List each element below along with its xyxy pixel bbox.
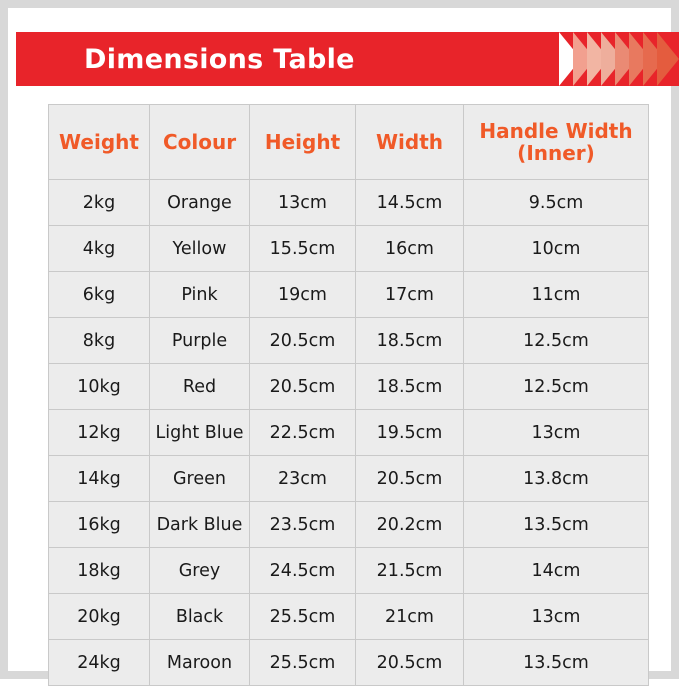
column-header-height: Height: [250, 105, 356, 180]
cell-weight: 16kg: [49, 502, 150, 548]
cell-height: 24.5cm: [250, 548, 356, 594]
cell-height: 13cm: [250, 180, 356, 226]
cell-width: 18.5cm: [356, 318, 464, 364]
cell-handle-width: 13.5cm: [464, 640, 649, 686]
cell-colour: Yellow: [150, 226, 250, 272]
cell-weight: 10kg: [49, 364, 150, 410]
cell-weight: 4kg: [49, 226, 150, 272]
cell-weight: 24kg: [49, 640, 150, 686]
table-row: [49, 364, 649, 410]
cell-height: 20.5cm: [250, 318, 356, 364]
cell-colour: Green: [150, 456, 250, 502]
cell-weight: 20kg: [49, 594, 150, 640]
table-row: [49, 180, 649, 226]
cell-width: 20.2cm: [356, 502, 464, 548]
cell-weight: 2kg: [49, 180, 150, 226]
column-header-handle-width-line1: Handle Width: [479, 118, 633, 143]
cell-weight: 14kg: [49, 456, 150, 502]
cell-width: 17cm: [356, 272, 464, 318]
column-header-handle-width: [464, 105, 649, 180]
cell-height: 25.5cm: [250, 640, 356, 686]
cell-height: 20.5cm: [250, 364, 356, 410]
cell-handle-width: 11cm: [464, 272, 649, 318]
cell-handle-width: 12.5cm: [464, 364, 649, 410]
page-title: Dimensions Table: [84, 43, 355, 75]
cell-weight: 18kg: [49, 548, 150, 594]
cell-colour: Red: [150, 364, 250, 410]
cell-colour: Orange: [150, 180, 250, 226]
cell-handle-width: 12.5cm: [464, 318, 649, 364]
column-header-width: Width: [356, 105, 464, 180]
cell-handle-width: 13.8cm: [464, 456, 649, 502]
table-row: [49, 594, 649, 640]
cell-colour: Black: [150, 594, 250, 640]
dimensions-table-wrapper: [48, 104, 648, 686]
cell-width: 21.5cm: [356, 548, 464, 594]
header-banner: [16, 32, 679, 86]
cell-height: 22.5cm: [250, 410, 356, 456]
column-header-weight: Weight: [49, 105, 150, 180]
cell-colour: Purple: [150, 318, 250, 364]
dimensions-table: [48, 104, 649, 686]
cell-height: 23cm: [250, 456, 356, 502]
column-header-colour: Colour: [150, 105, 250, 180]
cell-colour: Pink: [150, 272, 250, 318]
cell-height: 23.5cm: [250, 502, 356, 548]
chevron-decoration: [567, 32, 679, 86]
cell-handle-width: 14cm: [464, 548, 649, 594]
cell-height: 25.5cm: [250, 594, 356, 640]
column-header-handle-width-line2: (Inner): [517, 141, 595, 165]
table-header-row: [49, 105, 649, 180]
cell-width: 18.5cm: [356, 364, 464, 410]
cell-colour: Grey: [150, 548, 250, 594]
cell-handle-width: 13cm: [464, 410, 649, 456]
cell-colour: Dark Blue: [150, 502, 250, 548]
cell-height: 15.5cm: [250, 226, 356, 272]
cell-handle-width: 9.5cm: [464, 180, 649, 226]
cell-handle-width: 10cm: [464, 226, 649, 272]
cell-weight: 12kg: [49, 410, 150, 456]
table-row: [49, 548, 649, 594]
cell-width: 19.5cm: [356, 410, 464, 456]
cell-weight: 8kg: [49, 318, 150, 364]
table-row: [49, 456, 649, 502]
cell-width: 20.5cm: [356, 456, 464, 502]
cell-height: 19cm: [250, 272, 356, 318]
table-row: [49, 272, 649, 318]
cell-handle-width: 13.5cm: [464, 502, 649, 548]
table-row: [49, 226, 649, 272]
cell-colour: Maroon: [150, 640, 250, 686]
chevron-icon: [657, 32, 679, 86]
cell-width: 14.5cm: [356, 180, 464, 226]
table-row: [49, 410, 649, 456]
cell-width: 16cm: [356, 226, 464, 272]
cell-colour: Light Blue: [150, 410, 250, 456]
cell-width: 20.5cm: [356, 640, 464, 686]
page-content: [16, 16, 663, 673]
cell-weight: 6kg: [49, 272, 150, 318]
table-row: [49, 502, 649, 548]
table-row: [49, 318, 649, 364]
cell-handle-width: 13cm: [464, 594, 649, 640]
cell-width: 21cm: [356, 594, 464, 640]
